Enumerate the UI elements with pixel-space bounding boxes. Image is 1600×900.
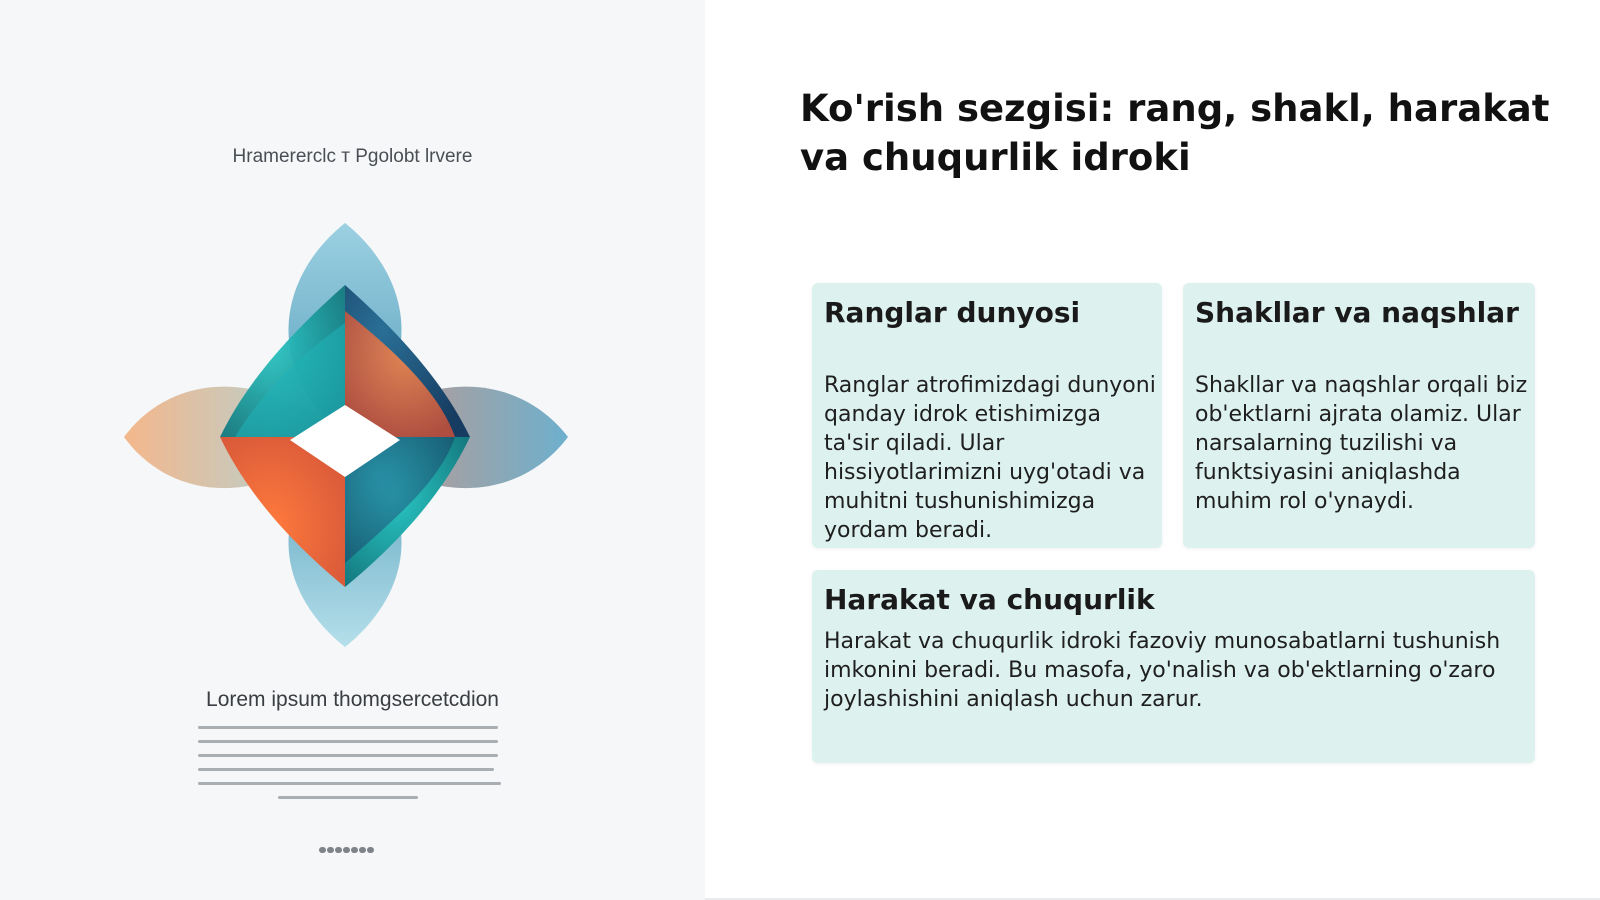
illustration-placeholder-text bbox=[198, 726, 501, 810]
abstract-diamond-illustration bbox=[110, 215, 580, 655]
card-colors bbox=[812, 283, 1162, 548]
card-shapes bbox=[1183, 283, 1535, 548]
slide-title: Ko'rish sezgisi: rang, shakl, harakat va chuqurlik idroki bbox=[800, 87, 1550, 179]
card-title: Ranglar dunyosi bbox=[824, 296, 1081, 329]
card-body: Harakat va chuqurlik idroki fazoviy munosabatlarni tushunish imkonini beradi. Bu masofa, yo'nalish va ob'ektlarning o'zaro joylashishini aniqlash uchun zarur. bbox=[824, 629, 1501, 712]
illustration-caption: Hramererclc т Pgolobt lrvere bbox=[232, 146, 473, 167]
card-body: Ranglar atrofimizdagi dunyoni qanday idrok etishimizga ta'sir qiladi. Ular hissiyotlarimizni uyg'otadi va muhitni tushunishimizga yordam beradi. bbox=[824, 373, 1156, 543]
pagination-dots-icon bbox=[319, 838, 379, 844]
card-title: Shakllar va naqshlar bbox=[1195, 296, 1519, 329]
illustration-subtitle: Lorem ipsum thomgsercetcdion bbox=[206, 688, 499, 711]
card-motion-depth bbox=[812, 570, 1535, 763]
card-title: Harakat va chuqurlik bbox=[824, 583, 1155, 616]
illustration-panel bbox=[0, 0, 705, 900]
card-body: Shakllar va naqshlar orqali biz ob'ektlarni ajrata olamiz. Ular narsalarning tuzilishi va funktsiyasini aniqlashda muhim rol o'ynaydi. bbox=[1195, 373, 1528, 514]
